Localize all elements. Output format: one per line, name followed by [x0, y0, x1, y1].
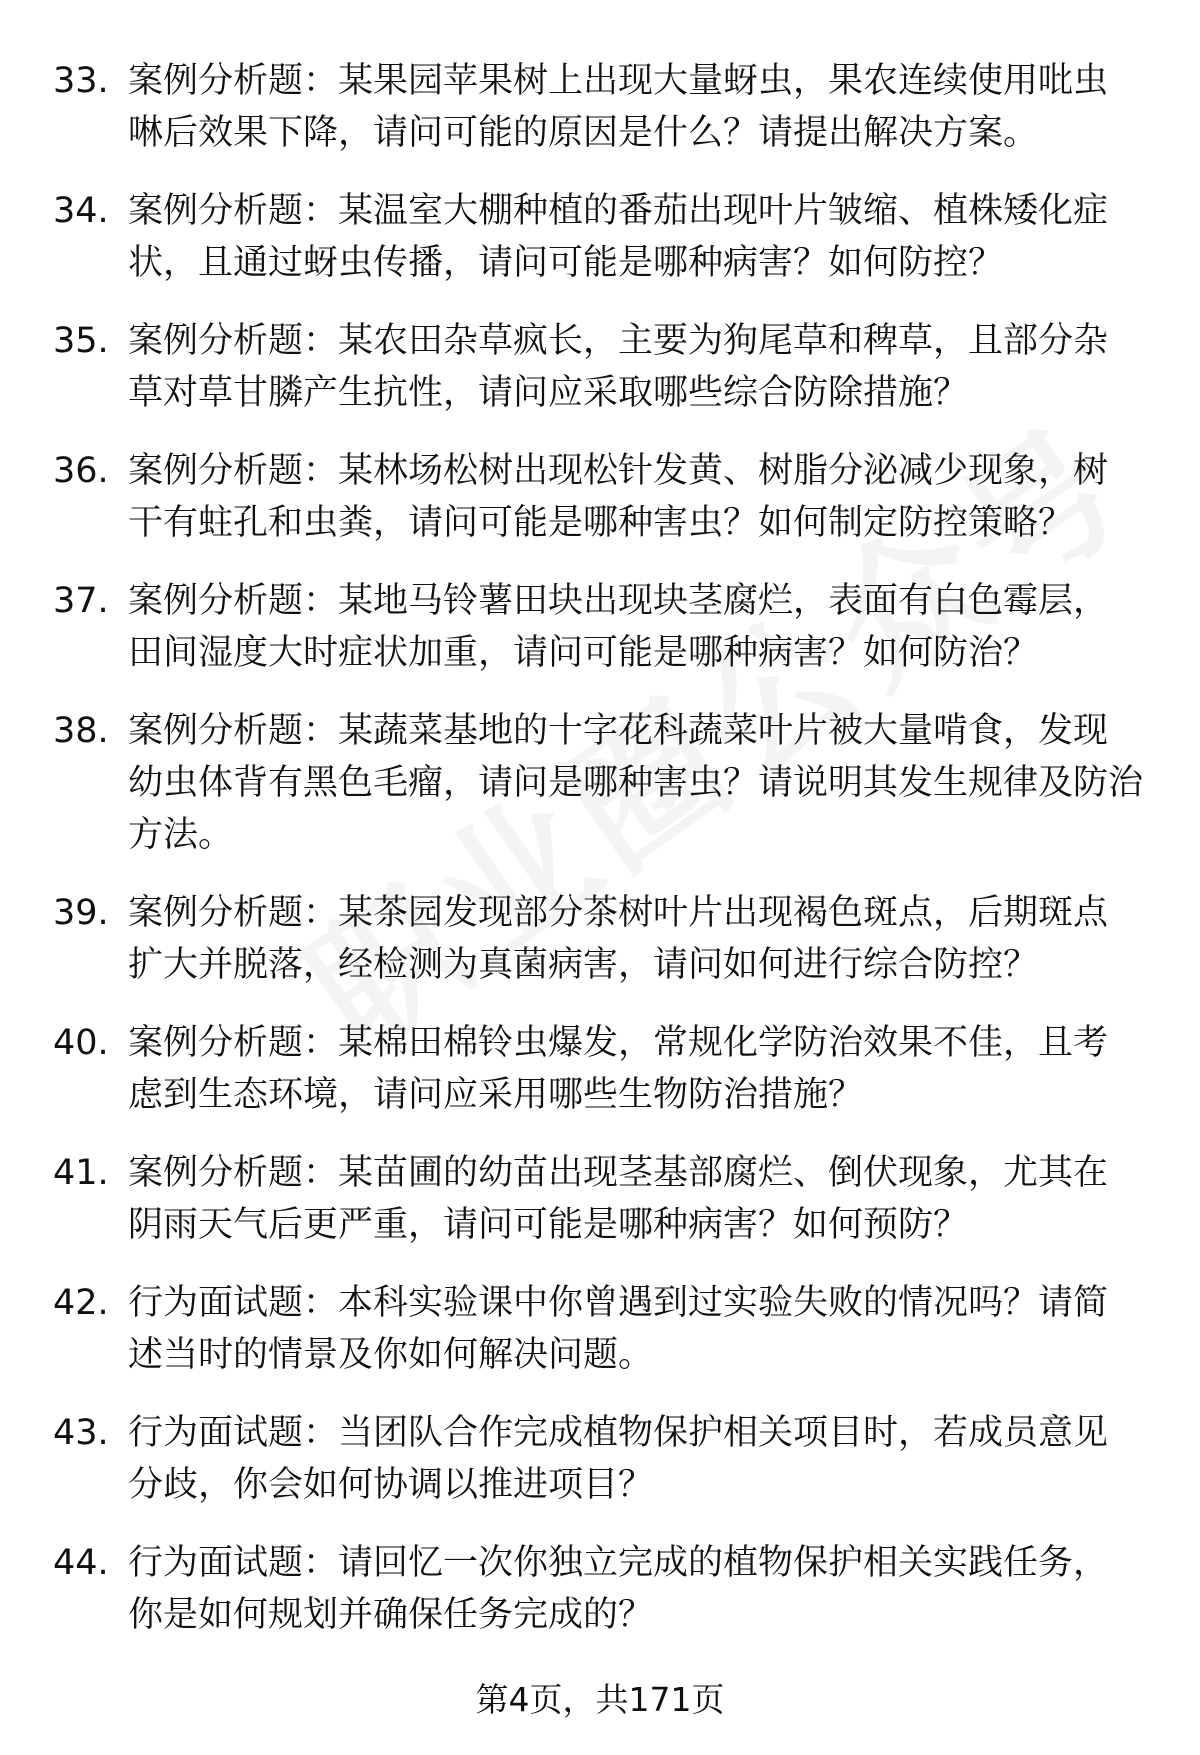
question-text [128, 1537, 1143, 1641]
question-type: 案例分析题： [128, 711, 339, 751]
question-body: 当团队合作完成植物保护相关项目时，若成员意见分歧，你会如何协调以推进项目？ [128, 1413, 1109, 1505]
question-number: 42. [53, 1283, 109, 1323]
question-body: 某温室大棚种植的番茄出现叶片皱缩、植株矮化症状，且通过蚜虫传播，请问可能是哪种病害？如何防控？ [128, 191, 1109, 283]
question-item [53, 575, 1143, 679]
question-text [128, 575, 1143, 679]
question-type: 案例分析题： [128, 191, 339, 231]
question-number: 34. [53, 191, 109, 231]
question-type: 行为面试题： [128, 1413, 339, 1453]
question-type: 案例分析题： [128, 321, 339, 361]
question-body: 某苗圃的幼苗出现茎基部腐烂、倒伏现象，尤其在阴雨天气后更严重，请问可能是哪种病害？如何预防？ [128, 1153, 1109, 1245]
question-type: 案例分析题： [128, 451, 339, 491]
question-item [53, 55, 1143, 159]
page-footer [0, 1680, 1200, 1720]
question-text [128, 705, 1143, 861]
question-body: 某农田杂草疯长，主要为狗尾草和稗草，且部分杂草对草甘膦产生抗性，请问应采取哪些综合防除措施？ [128, 321, 1109, 413]
question-item [53, 1147, 1143, 1251]
question-type: 行为面试题： [128, 1543, 339, 1583]
question-number: 38. [53, 711, 109, 751]
question-list [53, 55, 1143, 1667]
question-body: 某地马铃薯田块出现块茎腐烂，表面有白色霉层，田间湿度大时症状加重，请问可能是哪种病害？如何防治？ [128, 581, 1109, 673]
question-item [53, 705, 1143, 861]
question-type: 案例分析题： [128, 1023, 339, 1063]
question-item [53, 315, 1143, 419]
question-body: 某果园苹果树上出现大量蚜虫，果农连续使用吡虫啉后效果下降，请问可能的原因是什么？请提出解决方案。 [128, 61, 1109, 153]
question-number: 43. [53, 1413, 109, 1453]
question-type: 案例分析题： [128, 581, 339, 621]
question-number: 44. [53, 1543, 109, 1583]
question-number: 40. [53, 1023, 109, 1063]
question-number: 33. [53, 61, 109, 101]
question-item [53, 185, 1143, 289]
question-number: 35. [53, 321, 109, 361]
question-text [128, 185, 1143, 289]
question-type: 案例分析题： [128, 61, 339, 101]
question-body: 某林场松树出现松针发黄、树脂分泌减少现象，树干有蛀孔和虫粪，请问可能是哪种害虫？如何制定防控策略？ [128, 451, 1109, 543]
question-text [128, 55, 1143, 159]
question-text [128, 887, 1143, 991]
question-number: 39. [53, 893, 109, 933]
question-item [53, 445, 1143, 549]
question-body: 某蔬菜基地的十字花科蔬菜叶片被大量啃食，发现幼虫体背有黑色毛瘤，请问是哪种害虫？请说明其发生规律及防治方法。 [128, 711, 1144, 855]
question-body: 某棉田棉铃虫爆发，常规化学防治效果不佳，且考虑到生态环境，请问应采用哪些生物防治措施？ [128, 1023, 1109, 1115]
question-number: 41. [53, 1153, 109, 1193]
question-body: 某茶园发现部分茶树叶片出现褐色斑点，后期斑点扩大并脱落，经检测为真菌病害，请问如何进行综合防控？ [128, 893, 1109, 985]
question-text [128, 315, 1143, 419]
question-type: 案例分析题： [128, 1153, 339, 1193]
page-number-label: 第4页，共171页 [475, 1680, 725, 1719]
question-item [53, 1277, 1143, 1381]
question-type: 行为面试题： [128, 1283, 339, 1323]
question-item [53, 1537, 1143, 1641]
question-item [53, 887, 1143, 991]
question-body: 请回忆一次你独立完成的植物保护相关实践任务，你是如何规划并确保任务完成的？ [128, 1543, 1109, 1635]
question-text [128, 445, 1143, 549]
question-item [53, 1017, 1143, 1121]
question-text [128, 1407, 1143, 1511]
question-item [53, 1407, 1143, 1511]
question-number: 36. [53, 451, 109, 491]
question-text [128, 1017, 1143, 1121]
question-text [128, 1277, 1143, 1381]
question-number: 37. [53, 581, 109, 621]
question-text [128, 1147, 1143, 1251]
question-type: 案例分析题： [128, 893, 339, 933]
question-body: 本科实验课中你曾遇到过实验失败的情况吗？请简述当时的情景及你如何解决问题。 [128, 1283, 1109, 1375]
